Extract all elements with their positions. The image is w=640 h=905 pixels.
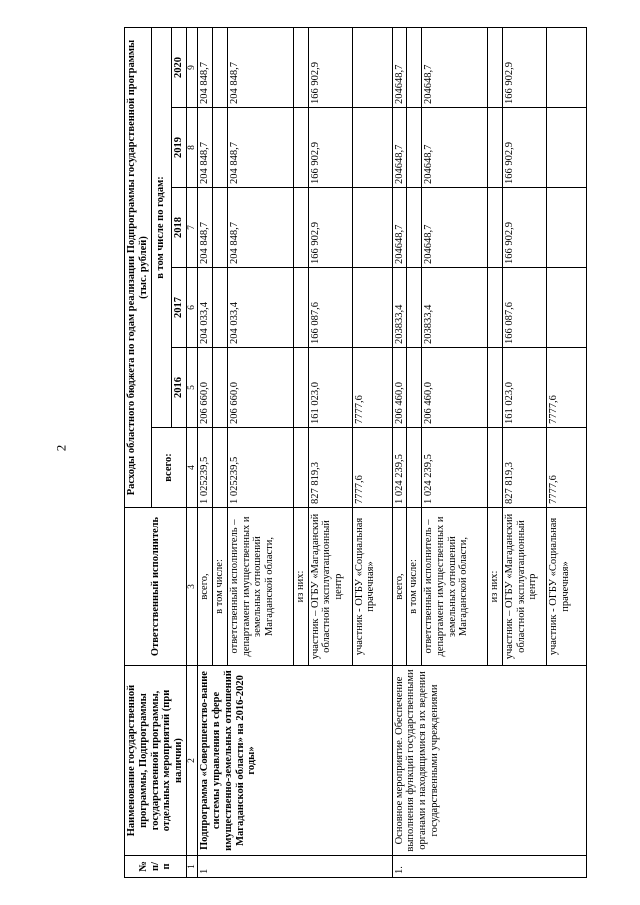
executor-cell: участник – ОГБУ «Магаданский областной эксплуатационный центр — [502, 508, 546, 666]
year-value-cell — [352, 28, 392, 108]
year-value-cell — [213, 348, 228, 428]
year-value-cell: 204 033,4 — [227, 268, 293, 348]
executor-cell: всего, — [198, 508, 213, 666]
year-value-cell — [352, 108, 392, 188]
header-name: Наименование государственной программы, Подпрограммы государственной программы, отдельных мероприятий (при наличии) — [125, 666, 187, 856]
year-value-cell — [213, 28, 228, 108]
total-cell — [488, 428, 503, 508]
executor-cell: из них: — [488, 508, 503, 666]
year-value-cell: 166 902,9 — [502, 28, 546, 108]
year-value-cell: 166 902,9 — [502, 188, 546, 268]
year-value-cell: 206 460,0 — [422, 348, 488, 428]
year-value-cell: 161 023,0 — [308, 348, 352, 428]
year-value-cell: 204648,7 — [392, 108, 407, 188]
header-year: 2017 — [172, 268, 187, 348]
year-value-cell: 204 848,7 — [198, 188, 213, 268]
col-number: 6 — [186, 268, 198, 348]
year-value-cell — [546, 108, 586, 188]
executor-cell: в том числе: — [213, 508, 228, 666]
year-value-cell — [293, 188, 308, 268]
total-cell: 827 819,3 — [502, 428, 546, 508]
year-value-cell — [293, 268, 308, 348]
year-value-cell: 204648,7 — [392, 188, 407, 268]
col-number: 2 — [186, 666, 198, 856]
year-value-cell: 161 023,0 — [502, 348, 546, 428]
header-year: 2018 — [172, 188, 187, 268]
col-number: 4 — [186, 428, 198, 508]
total-cell: 1 025239,5 — [227, 428, 293, 508]
total-cell: 1 024 239,5 — [392, 428, 407, 508]
year-value-cell: 166 902,9 — [502, 108, 546, 188]
row-number: 1 — [198, 856, 392, 878]
col-number: 8 — [186, 108, 198, 188]
year-value-cell: 166 087,6 — [308, 268, 352, 348]
header-year: 2016 — [172, 348, 187, 428]
total-cell: 7777,6 — [352, 428, 392, 508]
header-year: 2020 — [172, 28, 187, 108]
year-value-cell — [546, 188, 586, 268]
year-value-cell: 166 087,6 — [502, 268, 546, 348]
year-value-cell: 203833,4 — [392, 268, 407, 348]
year-value-cell — [407, 348, 422, 428]
year-value-cell: 204 848,7 — [198, 108, 213, 188]
year-value-cell — [488, 108, 503, 188]
executor-cell: участник - ОГБУ «Социальная прачечная» — [546, 508, 586, 666]
year-value-cell — [546, 268, 586, 348]
year-value-cell — [488, 188, 503, 268]
header-executor: Ответственный исполнитель — [125, 508, 187, 666]
year-value-cell — [488, 28, 503, 108]
year-value-cell — [407, 28, 422, 108]
page-number: 2 — [53, 444, 69, 452]
year-value-cell: 204648,7 — [422, 108, 488, 188]
program-name: Основное мероприятие. Обеспечение выполнения функций государственными органами и находящимися в их ведении государственными учреждениями — [392, 666, 586, 856]
year-value-cell — [407, 108, 422, 188]
header-no: № п/п — [125, 856, 187, 878]
header-expenses: Расходы областного бюджета по годам реализации Подпрограммы государственной программы (тыс. рублей) — [125, 28, 152, 508]
year-value-cell: 7777,6 — [352, 348, 392, 428]
year-value-cell — [407, 268, 422, 348]
year-value-cell: 166 902,9 — [308, 188, 352, 268]
year-value-cell — [213, 268, 228, 348]
year-value-cell: 166 902,9 — [308, 28, 352, 108]
budget-table — [124, 27, 587, 878]
total-cell: 827 819,3 — [308, 428, 352, 508]
col-number: 3 — [186, 508, 198, 666]
year-value-cell — [213, 188, 228, 268]
year-value-cell — [352, 268, 392, 348]
column-numbers-row — [186, 28, 198, 878]
executor-cell: всего, — [392, 508, 407, 666]
year-value-cell — [293, 348, 308, 428]
year-value-cell — [293, 108, 308, 188]
executor-cell: ответственный исполнитель – департамент имущественных и земельных отношений Магаданской области, — [227, 508, 293, 666]
year-value-cell: 204648,7 — [422, 28, 488, 108]
table-row — [392, 28, 407, 878]
year-value-cell: 203833,4 — [422, 268, 488, 348]
year-value-cell — [352, 188, 392, 268]
total-cell — [213, 428, 228, 508]
year-value-cell — [293, 28, 308, 108]
year-value-cell: 204 033,4 — [198, 268, 213, 348]
total-cell — [407, 428, 422, 508]
year-value-cell: 206 460,0 — [392, 348, 407, 428]
executor-cell: ответственный исполнитель – департамент имущественных и земельных отношений Магаданской области, — [422, 508, 488, 666]
year-value-cell — [546, 28, 586, 108]
total-cell: 1 025239,5 — [198, 428, 213, 508]
year-value-cell: 204 848,7 — [198, 28, 213, 108]
executor-cell: в том числе: — [407, 508, 422, 666]
total-cell: 7777,6 — [546, 428, 586, 508]
col-number: 9 — [186, 28, 198, 108]
col-number: 1 — [186, 856, 198, 878]
executor-cell: участник – ОГБУ «Магаданский областной эксплуатационный центр — [308, 508, 352, 666]
total-cell: 1 024 239,5 — [422, 428, 488, 508]
col-number: 7 — [186, 188, 198, 268]
table-row — [198, 28, 213, 878]
year-value-cell: 204648,7 — [392, 28, 407, 108]
executor-cell: участник - ОГБУ «Социальная прачечная» — [352, 508, 392, 666]
table-header — [125, 28, 198, 878]
year-value-cell: 206 660,0 — [227, 348, 293, 428]
row-number: 1. — [392, 856, 586, 878]
year-value-cell: 7777,6 — [546, 348, 586, 428]
total-cell — [293, 428, 308, 508]
header-year: 2019 — [172, 108, 187, 188]
executor-cell: из них: — [293, 508, 308, 666]
year-value-cell: 204648,7 — [422, 188, 488, 268]
program-name: Подпрограмма «Совершенство-вание системы управления в сфере имущественно-земельных отношений Магаданской области» на 2016-2020 годы» — [198, 666, 392, 856]
header-total: всего: — [151, 428, 186, 508]
col-number: 5 — [186, 348, 198, 428]
year-value-cell: 204 848,7 — [227, 108, 293, 188]
year-value-cell: 166 902,9 — [308, 108, 352, 188]
year-value-cell — [488, 268, 503, 348]
year-value-cell — [488, 348, 503, 428]
year-value-cell: 206 660,0 — [198, 348, 213, 428]
year-value-cell: 204 848,7 — [227, 188, 293, 268]
year-value-cell: 204 848,7 — [227, 28, 293, 108]
table-body — [198, 28, 587, 878]
header-including-years: в том числе по годам: — [151, 28, 172, 428]
budget-table-rotated — [124, 28, 624, 878]
year-value-cell — [407, 188, 422, 268]
year-value-cell — [213, 108, 228, 188]
